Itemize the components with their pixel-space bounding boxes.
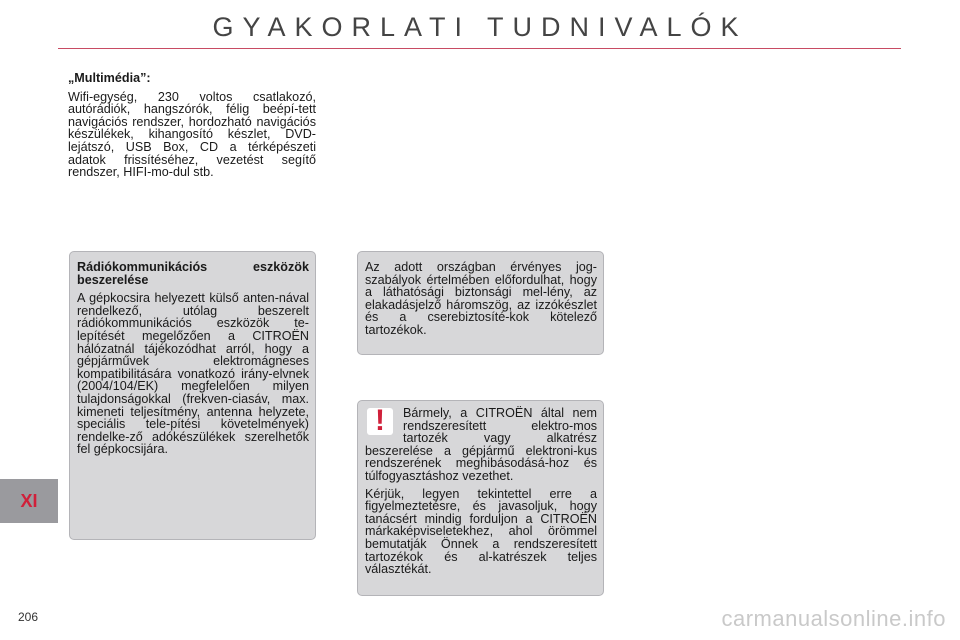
chapter-tab (0, 479, 58, 523)
watermark: carmanualsonline.info (721, 606, 946, 631)
country-regulations-box (357, 251, 604, 355)
multimedia-section (68, 72, 316, 184)
title-divider (58, 48, 901, 49)
multimedia-heading: „Multimédia”: (68, 71, 151, 85)
warning-icon: ! (367, 408, 393, 435)
warning-paragraph-1: Bármely, a CITROËN által nem rendszeresített elektro-mos tartozék vagy alkatrész beszerelése a gépjármű elektroni-kus rendszerének meghibásodásá-hoz és túlfogyasztáshoz vezethet. (365, 406, 597, 483)
multimedia-text: Wifi-egység, 230 voltos csatlakozó, autórádiók, hangszórók, félig beépí-tett navigációs rendszer, hordozható navigációs készülékek, kihangosító készlet, DVD-lejátszó, USB Box, CD a térképészeti adatok frissítéséhez, vezetést segítő rendszer, HIFI-mo-dul stb. (68, 89, 316, 180)
warning-paragraph-2: Kérjük, legyen tekintettel erre a figyelmeztetésre, és javasoljuk, hogy tanácsért mindig forduljon a CITROËN márkaképviseletekhez, ahol örömmel bemutatják Önnek a rendszeresített tartozékok és al-katrészek teljes választékát. (365, 486, 597, 577)
page-title: GYAKORLATI TUDNIVALÓK (212, 12, 748, 42)
radio-equipment-text: A gépkocsira helyezett külső anten-nával rendelkező, utólag beszerelt rádiókommunikációs eszközök te-lepítését megelőzően a CITROËN hálózatnál tájékozódhat arról, hogy a gépjárművek elektromágneses kompatibilitására vonatkozó irány-elvnek (2004/104/EK) megfelelően milyen tulajdonságokkal (frekven-ciasáv, max. kimeneti teljesítmény, antenna helyzete, speciális tele-pítési követelmények) rendelke-ző adókészülékek szerelhetők fel gépkocsijára. (77, 291, 309, 457)
warning-box (357, 400, 604, 596)
country-regulations-text: Az adott országban érvényes jog-szabályok értelmében előfordulhat, hogy a láthatósági biztonsági mel-lény, az elakadásjelző háromszög, az izzókészlet és a cserebiztosíté-kok kötelező tartozékok. (365, 260, 597, 337)
radio-equipment-box (69, 251, 316, 540)
page-number: 206 (18, 610, 39, 624)
radio-equipment-heading: Rádiókommunikációs eszközök beszerelése (77, 260, 309, 287)
chapter-label: XI (20, 491, 38, 511)
